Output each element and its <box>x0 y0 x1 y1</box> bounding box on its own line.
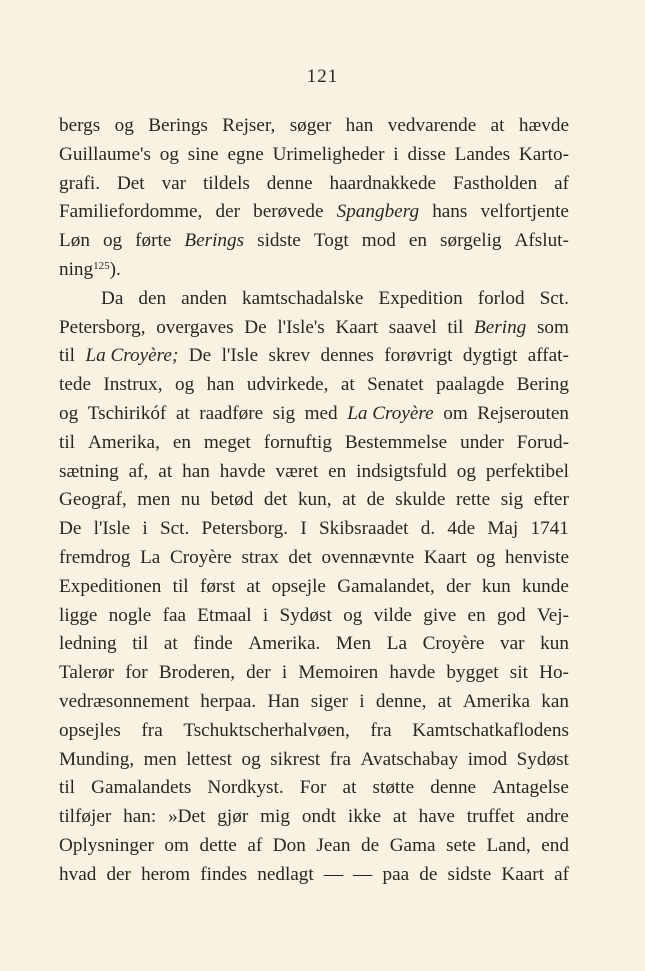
word: Nordkyst. <box>207 777 284 799</box>
word: de <box>361 834 380 856</box>
word: kunde <box>521 575 569 597</box>
word: perfektibel <box>485 460 569 482</box>
word: sig <box>500 489 524 511</box>
word: La Croyère; <box>85 345 179 367</box>
word: men <box>137 489 171 511</box>
word: kun <box>481 575 511 597</box>
word: i <box>359 690 365 712</box>
word: Tschuktscherhalvøen, <box>183 719 350 741</box>
text-line <box>59 602 569 631</box>
text-line <box>59 256 569 285</box>
word: Berings <box>184 230 245 252</box>
word: under <box>460 431 504 453</box>
word: Amerika. <box>248 633 321 655</box>
word: og <box>102 230 123 252</box>
word: paa <box>382 863 410 885</box>
word: støtte <box>372 777 415 799</box>
word: Petersborg. <box>201 518 289 540</box>
word: tilføjer <box>59 806 112 828</box>
word: at <box>392 806 407 828</box>
word: I <box>300 518 307 540</box>
word: hvad <box>59 863 97 885</box>
word: raadføre <box>199 402 264 424</box>
word: andre <box>526 806 569 828</box>
text-line <box>59 832 569 861</box>
word: Don <box>272 834 306 856</box>
word: en <box>328 460 347 482</box>
word: Afslut- <box>514 230 569 252</box>
word: Men <box>335 633 372 655</box>
word: skrev <box>268 345 311 367</box>
word: velfortjente <box>480 201 569 223</box>
word: Maj <box>487 518 519 540</box>
text-line <box>59 342 569 371</box>
word: saavel <box>388 316 437 338</box>
word: han <box>182 460 210 482</box>
text-line <box>59 515 569 544</box>
word: Sydøst <box>516 748 569 770</box>
word: strax <box>241 546 279 568</box>
text-line <box>59 112 569 141</box>
word: Kaart <box>501 863 544 885</box>
text-line <box>59 141 569 170</box>
text-line <box>59 688 569 717</box>
word: og <box>241 748 261 770</box>
word: førte <box>135 230 172 252</box>
word: i <box>393 143 399 165</box>
word: bygget <box>446 662 499 684</box>
word: Talerør <box>59 662 115 684</box>
word: Jean <box>316 834 351 856</box>
word: havde <box>389 662 436 684</box>
word: Landes <box>454 143 511 165</box>
word: Guillaume's <box>59 143 151 165</box>
text-line <box>59 746 569 775</box>
word: Amerika, <box>87 431 160 453</box>
word: La Croyère <box>347 402 434 424</box>
word: nogle <box>108 604 152 626</box>
word: Karto- <box>518 143 569 165</box>
word: Petersborg, <box>59 316 146 338</box>
word: kamtschadalske <box>241 287 364 309</box>
word: af <box>247 834 263 856</box>
page-number: 121 <box>306 66 339 87</box>
word: at <box>158 460 173 482</box>
word: Kaart <box>423 546 467 568</box>
word: fra <box>141 719 163 741</box>
word: Urimeligheder <box>272 143 385 165</box>
word: Land, <box>486 834 531 856</box>
word: Instrux, <box>103 374 163 396</box>
word: og <box>476 546 496 568</box>
word: For <box>299 777 327 799</box>
word: til <box>132 633 149 655</box>
word: der <box>446 575 471 597</box>
text-line <box>59 400 569 429</box>
word: fra <box>329 748 352 770</box>
word: det <box>263 489 288 511</box>
word: Antagelse <box>492 777 569 799</box>
word: sætning <box>59 460 119 482</box>
word: kan <box>541 690 569 712</box>
text-line <box>59 458 569 487</box>
word: de <box>366 489 385 511</box>
word: i <box>142 518 148 540</box>
word: l'Isle's <box>277 316 325 338</box>
word: sidste <box>257 230 301 252</box>
word: ligge <box>59 604 98 626</box>
word: Han <box>267 690 300 712</box>
word: grafi. <box>59 172 101 194</box>
word: truffet <box>466 806 515 828</box>
text-line <box>59 486 569 515</box>
word: Oplysninger <box>59 834 154 856</box>
word: Rejserouten <box>477 402 569 424</box>
word: bergs <box>59 115 101 136</box>
word: egne <box>227 143 264 165</box>
word: kun, <box>297 489 332 511</box>
word: Senatet <box>367 374 424 396</box>
word: Munding, <box>59 748 135 770</box>
word: til <box>59 777 75 799</box>
word: til <box>447 316 464 338</box>
word: Amerika <box>462 690 530 712</box>
word: Vej- <box>537 604 569 626</box>
word: dygtigt <box>462 345 518 367</box>
word: Sydøst <box>279 604 332 626</box>
word: til <box>59 345 75 367</box>
word: faa <box>162 604 187 626</box>
word: var <box>161 172 187 194</box>
text-line <box>59 659 569 688</box>
word: Etmaal <box>197 604 252 626</box>
word: hævde <box>518 115 569 136</box>
word: overgaves <box>156 316 234 338</box>
word: der <box>106 863 131 885</box>
word: Sct. <box>539 287 569 309</box>
word: meget <box>203 431 251 453</box>
word: sørgelig <box>440 230 502 252</box>
word: ning$^{125}$). <box>59 258 121 280</box>
body-text <box>59 112 569 890</box>
word: Bestemmelse <box>344 431 448 453</box>
word: »Det <box>168 806 206 828</box>
word: han <box>345 115 374 136</box>
word: en <box>408 230 428 252</box>
text-line <box>59 861 569 890</box>
word: Broderen, <box>158 662 236 684</box>
word: La <box>140 546 161 568</box>
word: af <box>554 172 569 194</box>
word: ondt <box>301 806 337 828</box>
word: dette <box>199 834 237 856</box>
word: været <box>275 460 319 482</box>
word: Sct. <box>159 518 190 540</box>
word: om <box>164 834 189 856</box>
word: have <box>418 806 455 828</box>
word: l'Isle <box>221 345 259 367</box>
word: han: <box>123 806 157 828</box>
word: at <box>175 402 190 424</box>
word: La <box>386 633 407 655</box>
word: Memoiren <box>298 662 379 684</box>
text-line <box>59 630 569 659</box>
word: finde <box>193 633 233 655</box>
word: han <box>206 374 235 396</box>
word: fremdrog <box>59 546 131 568</box>
word: skulde <box>395 489 446 511</box>
word: Kamtschatkaflodens <box>412 719 569 741</box>
word: fra <box>370 719 392 741</box>
word: Geograf, <box>59 489 127 511</box>
word: give <box>423 604 457 626</box>
word: affat- <box>527 345 569 367</box>
word: betød <box>210 489 254 511</box>
word: indsigtsfuld <box>356 460 447 482</box>
word: De <box>59 518 82 540</box>
text-line <box>59 371 569 400</box>
word: søger <box>289 115 332 136</box>
word: en <box>467 604 486 626</box>
word: af <box>554 863 569 885</box>
word: for <box>125 662 148 684</box>
word: sidste <box>447 863 492 885</box>
word: gjør <box>217 806 249 828</box>
word: 1741 <box>530 518 569 540</box>
word: at <box>437 690 452 712</box>
word: herom <box>141 863 191 885</box>
word: Løn <box>59 230 90 252</box>
word: denne <box>266 172 313 194</box>
word: fornuftig <box>263 431 332 453</box>
word: forøvrigt <box>384 345 453 367</box>
word: Forud- <box>516 431 569 453</box>
word: at <box>340 374 355 396</box>
word: havde <box>219 460 266 482</box>
word: af, <box>128 460 149 482</box>
word: først <box>199 575 236 597</box>
word: om <box>443 402 468 424</box>
text-line <box>59 717 569 746</box>
word: end <box>541 834 569 856</box>
word: vedræsonnement <box>59 690 190 712</box>
word: sig <box>272 402 296 424</box>
word: opsejle <box>271 575 326 597</box>
word: i <box>281 662 288 684</box>
word: at <box>342 777 357 799</box>
word: Berings <box>148 115 208 136</box>
word: Bering <box>516 374 569 396</box>
word: henviste <box>505 546 569 568</box>
word: at <box>342 489 356 511</box>
word: dennes <box>320 345 374 367</box>
word: udvirkede, <box>246 374 329 396</box>
word: som <box>536 316 569 338</box>
word: Expedition <box>378 287 463 309</box>
word: en <box>172 431 191 453</box>
word: sine <box>187 143 219 165</box>
word: der <box>215 201 240 223</box>
word: nedlagt <box>257 863 314 885</box>
word: at <box>490 115 505 136</box>
word: Rejser, <box>222 115 276 136</box>
word: med <box>304 402 338 424</box>
word: de <box>419 863 438 885</box>
word: det <box>288 546 312 568</box>
text-line <box>59 803 569 832</box>
word: anden <box>181 287 227 309</box>
word: var <box>500 633 525 655</box>
word: Det <box>116 172 145 194</box>
word: berøvede <box>253 201 324 223</box>
word: mod <box>361 230 396 252</box>
word: 4de <box>447 518 476 540</box>
word: men <box>143 748 177 770</box>
word: sete <box>446 834 476 856</box>
word: Tschirikóf <box>87 402 167 424</box>
word: — <box>353 863 373 885</box>
word: lettest <box>186 748 233 770</box>
word: Skibsraadet <box>318 518 409 540</box>
text-line <box>59 573 569 602</box>
word: Gama <box>389 834 436 856</box>
text-line <box>59 429 569 458</box>
word: i <box>262 604 269 626</box>
word: og <box>59 402 79 424</box>
word: hans <box>432 201 468 223</box>
word: ikke <box>347 806 381 828</box>
text-line <box>59 544 569 573</box>
word: nu <box>180 489 201 511</box>
word: Gamalandets <box>91 777 192 799</box>
word: Croyère <box>169 546 232 568</box>
word: og <box>456 460 476 482</box>
word: Croyère <box>422 633 485 655</box>
text-line <box>59 774 569 803</box>
word: tildels <box>202 172 250 194</box>
word: god <box>496 604 526 626</box>
word: haardnakkede <box>329 172 437 194</box>
word: og <box>175 374 195 396</box>
word: at <box>163 633 178 655</box>
word: Togt <box>313 230 349 252</box>
word: — <box>323 863 344 885</box>
word: De <box>188 345 212 367</box>
word: kun <box>540 633 569 655</box>
text-line <box>59 227 569 256</box>
word: at <box>246 575 261 597</box>
word: siger <box>310 690 348 712</box>
word: tede <box>59 374 91 396</box>
word: Da <box>101 287 124 309</box>
word: paalagde <box>436 374 505 396</box>
text-line <box>59 314 569 343</box>
word: vedvarende <box>387 115 477 136</box>
word: og <box>159 143 179 165</box>
text-line <box>59 170 569 199</box>
word: denne <box>430 777 477 799</box>
word: denne, <box>375 690 427 712</box>
text-line <box>59 198 569 227</box>
word: ovennævnte <box>321 546 415 568</box>
word: disse <box>407 143 446 165</box>
word: vilde <box>373 604 412 626</box>
word: d. <box>420 518 436 540</box>
word: der <box>246 662 271 684</box>
word: findes <box>200 863 248 885</box>
word: forlod <box>477 287 525 309</box>
word: Expeditionen <box>59 575 162 597</box>
word: efter <box>533 489 569 511</box>
word: ledning <box>59 633 117 655</box>
word: til <box>59 431 75 453</box>
word: Bering <box>474 316 527 338</box>
word: opsejles <box>59 719 121 741</box>
word: Spangberg <box>336 201 420 223</box>
word: Kaart <box>335 316 379 338</box>
word: Familiefordomme, <box>59 201 203 223</box>
word: mig <box>260 806 290 828</box>
word: Ho- <box>539 662 569 684</box>
word: Avatschabay <box>360 748 459 770</box>
word: den <box>138 287 167 309</box>
word: l'Isle <box>93 518 131 540</box>
word: De <box>244 316 267 338</box>
word: Gamalandet, <box>337 575 435 597</box>
word: sikrest <box>270 748 321 770</box>
word: til <box>172 575 189 597</box>
word: herpaa. <box>200 690 257 712</box>
word: sit <box>509 662 528 684</box>
word: og <box>343 604 363 626</box>
word: imod <box>467 748 508 770</box>
text-line <box>59 285 569 314</box>
word: rette <box>456 489 491 511</box>
word: og <box>114 115 134 136</box>
word: Fastholden <box>452 172 538 194</box>
